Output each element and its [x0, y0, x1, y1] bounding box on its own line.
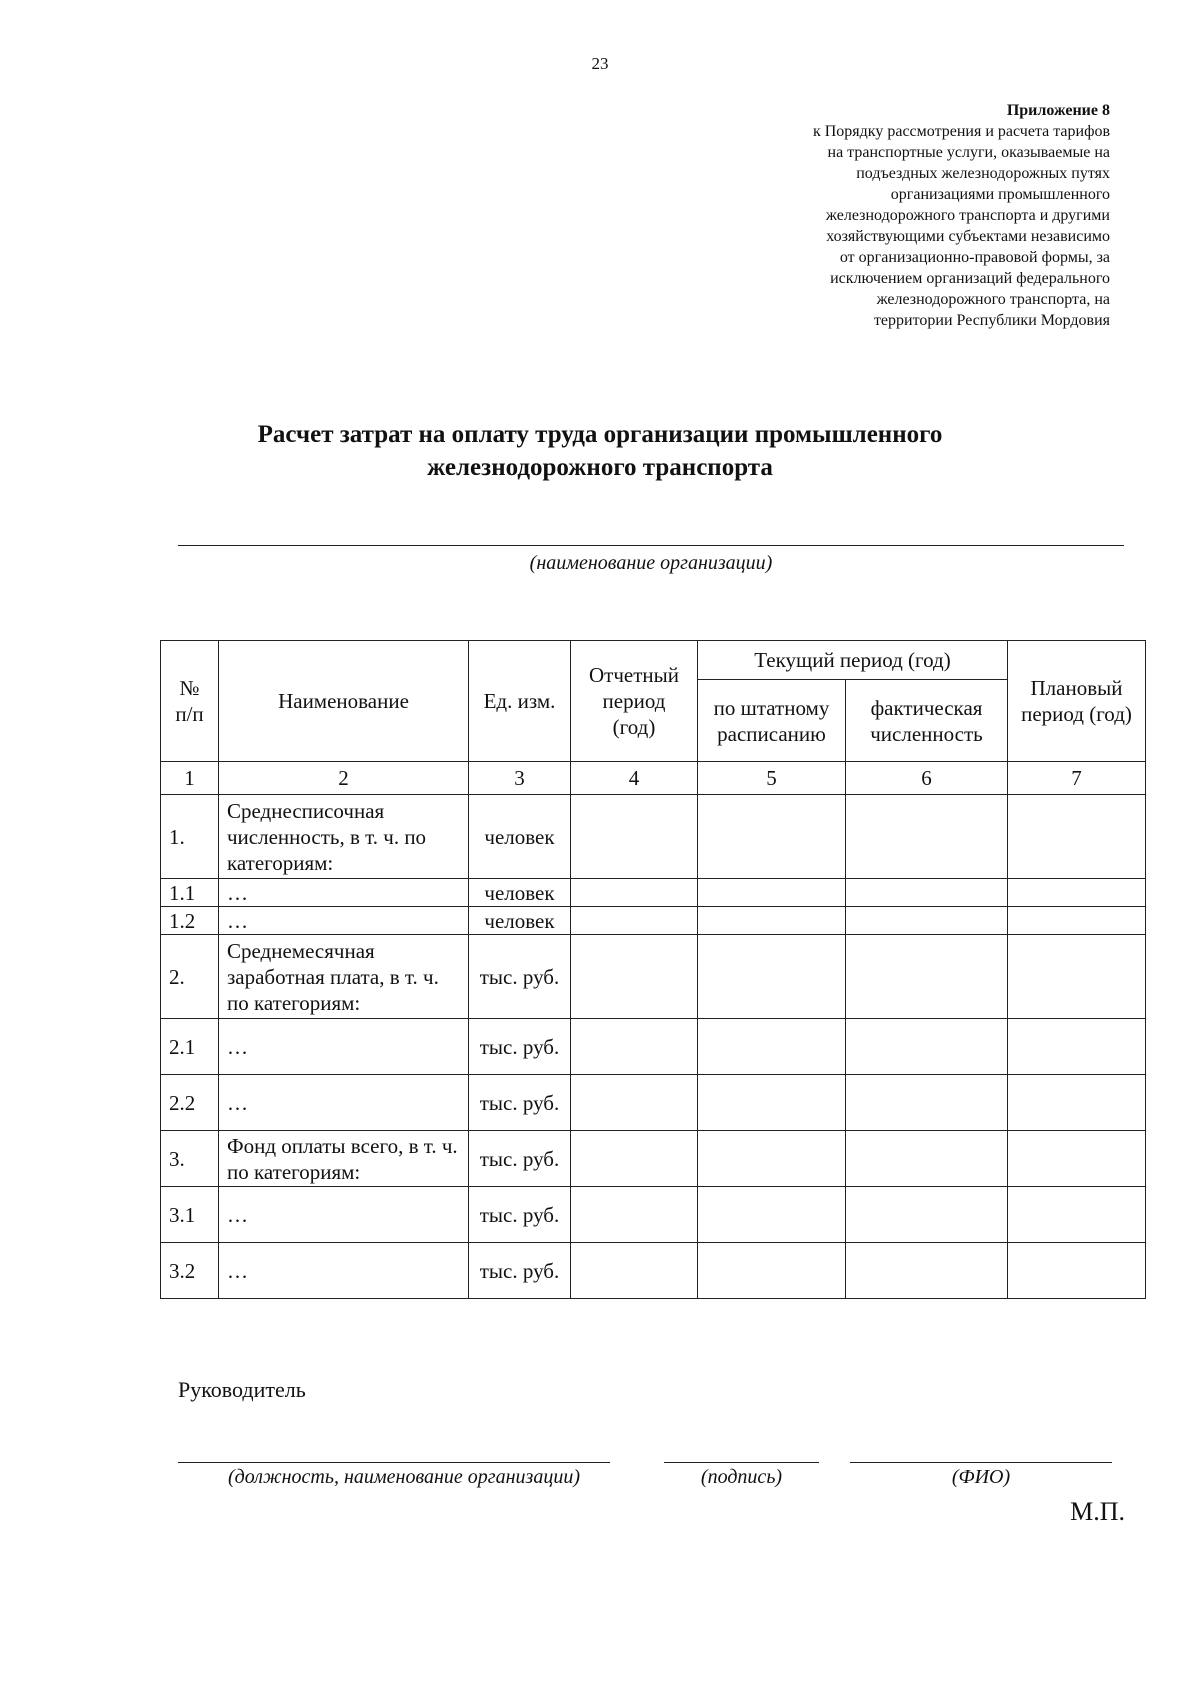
column-number: 2 — [219, 762, 469, 795]
fio-caption: (ФИО) — [951, 1466, 1011, 1488]
row-unit: тыс. руб. — [469, 1187, 571, 1243]
column-number: 7 — [1008, 762, 1146, 795]
table-row — [161, 1187, 1146, 1243]
row-number: 1.1 — [161, 879, 219, 907]
actual-cell[interactable] — [846, 1243, 1008, 1299]
appendix-line: на транспортные услуги, оказываемые на — [827, 144, 1110, 161]
planned-cell[interactable] — [1008, 795, 1146, 879]
table-row — [161, 795, 1146, 879]
header-name: Наименование — [219, 641, 469, 762]
labor-cost-table — [160, 640, 1146, 1299]
by-staff-cell[interactable] — [698, 1075, 846, 1131]
row-name: … — [219, 1243, 469, 1299]
actual-cell[interactable] — [846, 879, 1008, 907]
appendix-line: хозяйствующими субъектами независимо — [826, 228, 1110, 245]
document-title — [0, 418, 1200, 484]
stamp-place-label: М.П. — [1070, 1497, 1125, 1526]
reporting-cell[interactable] — [571, 907, 698, 935]
fio-line[interactable] — [850, 1462, 1112, 1463]
appendix-block — [670, 100, 1110, 331]
by-staff-cell[interactable] — [698, 907, 846, 935]
row-unit: тыс. руб. — [469, 1075, 571, 1131]
planned-cell[interactable] — [1008, 1019, 1146, 1075]
signature-caption: (подпись) — [700, 1466, 783, 1488]
appendix-line: подъездных железнодорожных путях — [856, 165, 1110, 182]
table-row — [161, 1075, 1146, 1131]
reporting-cell[interactable] — [571, 1243, 698, 1299]
row-unit: тыс. руб. — [469, 1019, 571, 1075]
table-row — [161, 935, 1146, 1019]
table-row — [161, 879, 1146, 907]
reporting-cell[interactable] — [571, 879, 698, 907]
table-row — [161, 1019, 1146, 1075]
appendix-line: от организационно-правовой формы, за — [839, 249, 1110, 266]
reporting-cell[interactable] — [571, 1075, 698, 1131]
row-unit: человек — [469, 795, 571, 879]
column-number: 5 — [698, 762, 846, 795]
appendix-line: территории Республики Мордовия — [873, 312, 1110, 329]
appendix-title: Приложение 8 — [1006, 102, 1110, 119]
by-staff-cell[interactable] — [698, 1019, 846, 1075]
planned-cell[interactable] — [1008, 1187, 1146, 1243]
by-staff-cell[interactable] — [698, 935, 846, 1019]
column-number: 4 — [571, 762, 698, 795]
row-number: 2.2 — [161, 1075, 219, 1131]
by-staff-cell[interactable] — [698, 1187, 846, 1243]
planned-cell[interactable] — [1008, 907, 1146, 935]
reporting-cell[interactable] — [571, 1019, 698, 1075]
actual-cell[interactable] — [846, 1075, 1008, 1131]
row-number: 1.2 — [161, 907, 219, 935]
reporting-cell[interactable] — [571, 1131, 698, 1187]
header-unit: Ед. изм. — [469, 641, 571, 762]
reporting-cell[interactable] — [571, 935, 698, 1019]
appendix-line: организациями промышленного — [890, 186, 1110, 203]
row-number: 1. — [161, 795, 219, 879]
column-number: 6 — [846, 762, 1008, 795]
row-name: … — [219, 907, 469, 935]
planned-cell[interactable] — [1008, 879, 1146, 907]
by-staff-cell[interactable] — [698, 1131, 846, 1187]
row-number: 2. — [161, 935, 219, 1019]
organization-caption: (наименование организации) — [529, 552, 773, 574]
column-number-row — [161, 762, 1146, 795]
by-staff-cell[interactable] — [698, 1243, 846, 1299]
table-row — [161, 1243, 1146, 1299]
row-number: 3. — [161, 1131, 219, 1187]
appendix-line: железнодорожного транспорта и другими — [825, 207, 1110, 224]
organization-name-line — [178, 545, 1124, 546]
actual-cell[interactable] — [846, 1131, 1008, 1187]
signature-line[interactable] — [664, 1462, 819, 1463]
planned-cell[interactable] — [1008, 935, 1146, 1019]
row-name: … — [219, 1019, 469, 1075]
header-planned-period: Плановый период (год) — [1008, 641, 1146, 762]
planned-cell[interactable] — [1008, 1243, 1146, 1299]
title-line-2: железнодорожного транспорта — [427, 454, 773, 481]
row-unit: тыс. руб. — [469, 1243, 571, 1299]
row-name: … — [219, 1187, 469, 1243]
planned-cell[interactable] — [1008, 1131, 1146, 1187]
header-current-period: Текущий период (год) — [698, 641, 1008, 680]
header-reporting-period: Отчетный период (год) — [571, 641, 698, 762]
row-unit: человек — [469, 907, 571, 935]
actual-cell[interactable] — [846, 795, 1008, 879]
position-line[interactable] — [178, 1462, 610, 1463]
position-caption: (должность, наименование организации) — [228, 1466, 580, 1488]
row-unit: тыс. руб. — [469, 1131, 571, 1187]
row-number: 2.1 — [161, 1019, 219, 1075]
column-number: 1 — [161, 762, 219, 795]
row-unit: человек — [469, 879, 571, 907]
row-name: Фонд оплаты всего, в т. ч. по категориям: — [219, 1131, 469, 1187]
table-header-row — [161, 641, 1146, 680]
by-staff-cell[interactable] — [698, 879, 846, 907]
reporting-cell[interactable] — [571, 795, 698, 879]
row-name: Среднесписочная численность, в т. ч. по категориям: — [219, 795, 469, 879]
actual-cell[interactable] — [846, 1187, 1008, 1243]
table-row — [161, 1131, 1146, 1187]
row-name: Среднемесячная заработная плата, в т. ч. по категориям: — [219, 935, 469, 1019]
table-row — [161, 907, 1146, 935]
appendix-line: железнодорожного транспорта, на — [876, 291, 1110, 308]
page-number: 23 — [591, 54, 609, 73]
row-number: 3.1 — [161, 1187, 219, 1243]
appendix-line: к Порядку рассмотрения и расчета тарифов — [812, 123, 1110, 140]
appendix-line: исключением организаций федерального — [830, 270, 1110, 287]
header-by-staff: по штатному расписанию — [698, 680, 846, 762]
row-name: … — [219, 879, 469, 907]
title-line-1: Расчет затрат на оплату труда организации промышленного — [257, 421, 943, 448]
planned-cell[interactable] — [1008, 1075, 1146, 1131]
row-number: 3.2 — [161, 1243, 219, 1299]
column-number: 3 — [469, 762, 571, 795]
row-name: … — [219, 1075, 469, 1131]
header-num: № п/п — [161, 641, 219, 762]
row-unit: тыс. руб. — [469, 935, 571, 1019]
by-staff-cell[interactable] — [698, 795, 846, 879]
actual-cell[interactable] — [846, 935, 1008, 1019]
actual-cell[interactable] — [846, 1019, 1008, 1075]
reporting-cell[interactable] — [571, 1187, 698, 1243]
header-actual: фактическая численность — [846, 680, 1008, 762]
actual-cell[interactable] — [846, 907, 1008, 935]
head-label: Руководитель — [178, 1377, 306, 1402]
